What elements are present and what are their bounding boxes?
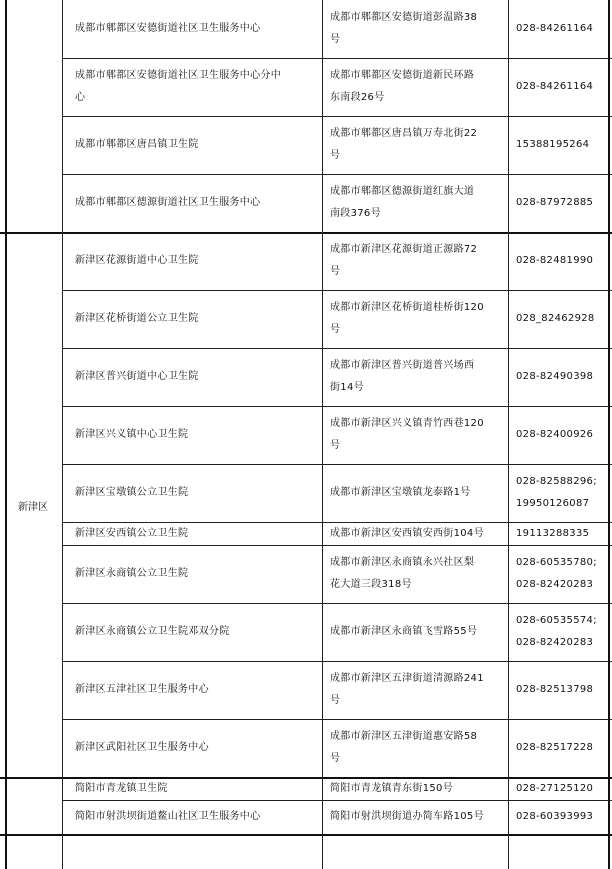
facility-phone: 028-82513798 (516, 684, 594, 695)
row-divider (62, 58, 612, 59)
facility-name: 成都市郫都区德源街道社区卫生服务中心 (75, 197, 261, 208)
facility-name: 新津区兴义镇中心卫生院 (75, 429, 189, 440)
row-divider (62, 719, 612, 720)
facility-phone: 028-82400926 (516, 429, 594, 440)
facility-phone: 028-82588296; 19950126087 (516, 476, 597, 509)
facility-phone: 028-27125120 (516, 782, 594, 794)
facility-address: 成都市新津区五津街道清源路241 号 (330, 673, 484, 706)
column-border (62, 0, 63, 869)
facility-address: 成都市新津区普兴街道普兴场西 街14号 (330, 360, 475, 393)
facility-phone: 028-60535780; 028-82420283 (516, 557, 597, 590)
facility-address: 成都市新津区兴义镇青竹西巷120 号 (330, 418, 484, 451)
facility-name: 成都市郫都区唐昌镇卫生院 (75, 139, 199, 150)
facility-name: 新津区永商镇公立卫生院 (75, 568, 189, 579)
facility-address: 成都市郫都区唐昌镇万寿北街22 号 (330, 128, 478, 161)
facility-phone: 19113288335 (516, 527, 590, 539)
facility-phone: 028_82462928 (516, 313, 595, 324)
row-divider (62, 406, 612, 407)
facility-name: 新津区花桥街道公立卫生院 (75, 313, 199, 324)
facility-phone: 028-84261164 (516, 23, 594, 34)
facility-address: 成都市新津区花桥街道桂桥街120 号 (330, 302, 484, 335)
facility-name: 新津区安西镇公立卫生院 (75, 527, 189, 539)
facility-name: 简阳市射洪坝街道鳌山社区卫生服务中心 (75, 811, 261, 822)
facility-address: 成都市郫都区安德街道新民环路 东南段26号 (330, 70, 475, 103)
facility-name: 新津区普兴街道中心卫生院 (75, 371, 199, 382)
facility-phone: 028-82490398 (516, 371, 594, 382)
facility-name: 新津区宝墩镇公立卫生院 (75, 487, 189, 498)
facility-name: 简阳市青龙镇卫生院 (75, 782, 168, 794)
facility-phone: 028-60535574; 028-82420283 (516, 615, 597, 648)
column-border (322, 0, 323, 869)
column-border (608, 0, 610, 869)
group-divider (0, 834, 612, 836)
row-divider (62, 290, 612, 291)
facility-address: 成都市新津区五津街道惠安路58 号 (330, 731, 478, 764)
row-divider (62, 116, 612, 117)
row-divider (62, 174, 612, 175)
row-divider (62, 800, 612, 801)
row-divider (62, 348, 612, 349)
facility-address: 成都市新津区宝墩镇龙泰路1号 (330, 487, 471, 498)
column-border (508, 0, 509, 869)
row-divider (62, 603, 612, 604)
facility-address: 简阳市射洪坝街道办简车路105号 (330, 811, 484, 822)
facility-name: 新津区花源街道中心卫生院 (75, 255, 199, 266)
column-border (5, 0, 7, 869)
facility-phone: 028-82517228 (516, 742, 594, 753)
facility-phone: 028-60393993 (516, 811, 594, 822)
facility-address: 成都市新津区永商镇永兴社区梨 花大道三段318号 (330, 557, 475, 590)
facility-address: 成都市郫都区安德街道彭温路38 号 (330, 12, 478, 45)
facility-name: 成都市郫都区安德街道社区卫生服务中心 (75, 23, 261, 34)
group-divider (0, 232, 612, 234)
facility-address: 成都市新津区花源街道正源路72 号 (330, 244, 478, 277)
facility-phone: 15388195264 (516, 139, 590, 150)
facility-phone: 028-84261164 (516, 81, 594, 92)
facility-phone: 028-82481990 (516, 255, 594, 266)
facility-name: 新津区武阳社区卫生服务中心 (75, 742, 209, 753)
row-divider (62, 464, 612, 465)
facility-name: 新津区永商镇公立卫生院邓双分院 (75, 626, 230, 637)
row-divider (62, 661, 612, 662)
row-divider (62, 545, 612, 546)
facility-address: 简阳市青龙镇青东街150号 (330, 782, 453, 794)
facility-address: 成都市郫都区德源街道红旗大道 南段376号 (330, 186, 475, 219)
district-label: 新津区 (18, 501, 48, 513)
facility-phone: 028-87972885 (516, 197, 594, 208)
facility-address: 成都市新津区永商镇飞雪路55号 (330, 626, 478, 637)
facility-name: 成都市郫都区安德街道社区卫生服务中心分中 心 (75, 70, 281, 103)
facility-name: 新津区五津社区卫生服务中心 (75, 684, 209, 695)
facility-address: 成都市新津区安西镇安西街104号 (330, 527, 484, 539)
